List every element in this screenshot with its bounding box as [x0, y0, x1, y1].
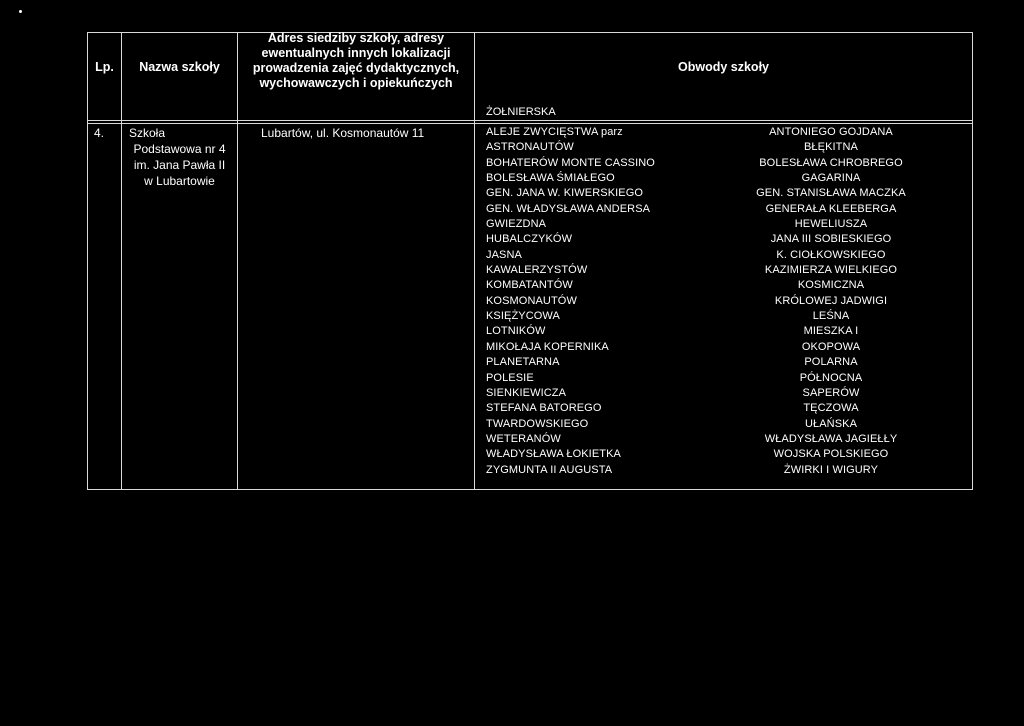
school-name-line-2: Podstawowa nr 4: [133, 142, 226, 156]
school-name-line-1: Szkoła: [129, 126, 166, 140]
street-item: TĘCZOWA: [803, 402, 859, 415]
street-item: GAGARINA: [801, 172, 861, 185]
header-divider: [87, 120, 973, 121]
school-name: [122, 125, 237, 189]
carryover-street: ŻOŁNIERSKA: [486, 106, 556, 118]
street-item: HUBALCZYKÓW: [486, 233, 573, 246]
district-streets-right: [731, 125, 931, 478]
street-item: TWARDOWSKIEGO: [486, 417, 589, 430]
street-item: BOLESŁAWA ŚMIAŁEGO: [486, 172, 615, 185]
street-item: GEN. WŁADYSŁAWA ANDERSA: [486, 202, 651, 215]
street-item: PÓŁNOCNA: [799, 371, 863, 384]
street-item: POLESIE: [486, 371, 534, 384]
street-item: HEWELIUSZA: [794, 218, 868, 231]
street-item: STEFANA BATOREGO: [486, 402, 602, 415]
scan-speck: [19, 10, 22, 13]
street-item: KAZIMIERZA WIELKIEGO: [764, 264, 898, 277]
street-item: OKOPOWA: [801, 340, 861, 353]
street-item: PLANETARNA: [486, 356, 560, 369]
street-item: KRÓLOWEJ JADWIGI: [774, 294, 888, 307]
header-divider-double: [87, 123, 973, 124]
street-item: JANA III SOBIESKIEGO: [770, 233, 892, 246]
column-divider-name: [237, 32, 238, 490]
street-item: KSIĘŻYCOWA: [486, 310, 560, 323]
street-item: SAPERÓW: [802, 386, 860, 399]
street-item: JASNA: [486, 248, 522, 261]
column-divider-lp: [121, 32, 122, 490]
header-address: Adres siedziby szkoły, adresy ewentualnych innych lokalizacji prowadzenia zajęć dydaktycznych, wychowawczych i opiekuńczych: [252, 31, 460, 90]
street-item: BOHATERÓW MONTE CASSINO: [486, 156, 655, 169]
street-item: WOJSKA POLSKIEGO: [773, 448, 889, 461]
street-item: LEŚNA: [812, 310, 850, 323]
street-item: WŁADYSŁAWA JAGIEŁŁY: [764, 432, 898, 445]
school-address: Lubartów, ul. Kosmonautów 11: [261, 126, 425, 140]
street-item: KOMBATANTÓW: [486, 279, 573, 292]
street-item: ZYGMUNTA II AUGUSTA: [486, 463, 613, 476]
street-item: MIESZKA I: [803, 325, 859, 338]
school-name-line-4: w Lubartowie: [144, 174, 215, 188]
street-item: GWIEZDNA: [486, 218, 547, 231]
street-item: KAWALERZYSTÓW: [486, 264, 588, 277]
street-item: BŁĘKITNA: [804, 141, 858, 154]
street-item: GEN. JANA W. KIWERSKIEGO: [486, 187, 644, 200]
column-divider-address: [474, 32, 475, 490]
row-number: 4.: [94, 126, 105, 140]
street-item: ANTONIEGO GOJDANA: [769, 126, 893, 138]
street-item: LOTNIKÓW: [486, 325, 546, 338]
street-item: GEN. STANISŁAWA MACZKA: [756, 187, 906, 200]
header-districts: Obwody szkoły: [678, 60, 769, 74]
district-streets-left: [486, 125, 655, 478]
street-item: GENERAŁA KLEEBERGA: [765, 202, 897, 215]
street-item: SIENKIEWICZA: [486, 386, 567, 399]
header-lp: Lp.: [95, 60, 114, 74]
header-school-name: Nazwa szkoły: [139, 60, 220, 74]
street-item: BOLESŁAWA CHROBREGO: [759, 156, 903, 169]
street-item: MIKOŁAJA KOPERNIKA: [486, 340, 609, 353]
street-item: K. CIOŁKOWSKIEGO: [776, 248, 886, 261]
street-item: WŁADYSŁAWA ŁOKIETKA: [486, 448, 621, 461]
street-item: KOSMONAUTÓW: [486, 294, 577, 307]
street-item: KOSMICZNA: [797, 279, 865, 292]
street-item: ALEJE ZWYCIĘSTWA parz: [486, 126, 623, 138]
school-name-line-3: im. Jana Pawła II: [133, 158, 226, 172]
street-item: ŻWIRKI I WIGURY: [783, 463, 879, 476]
street-item: WETERANÓW: [486, 432, 561, 445]
street-item: UŁAŃSKA: [804, 417, 858, 430]
street-item: ASTRONAUTÓW: [486, 141, 574, 154]
street-item: POLARNA: [804, 356, 858, 369]
